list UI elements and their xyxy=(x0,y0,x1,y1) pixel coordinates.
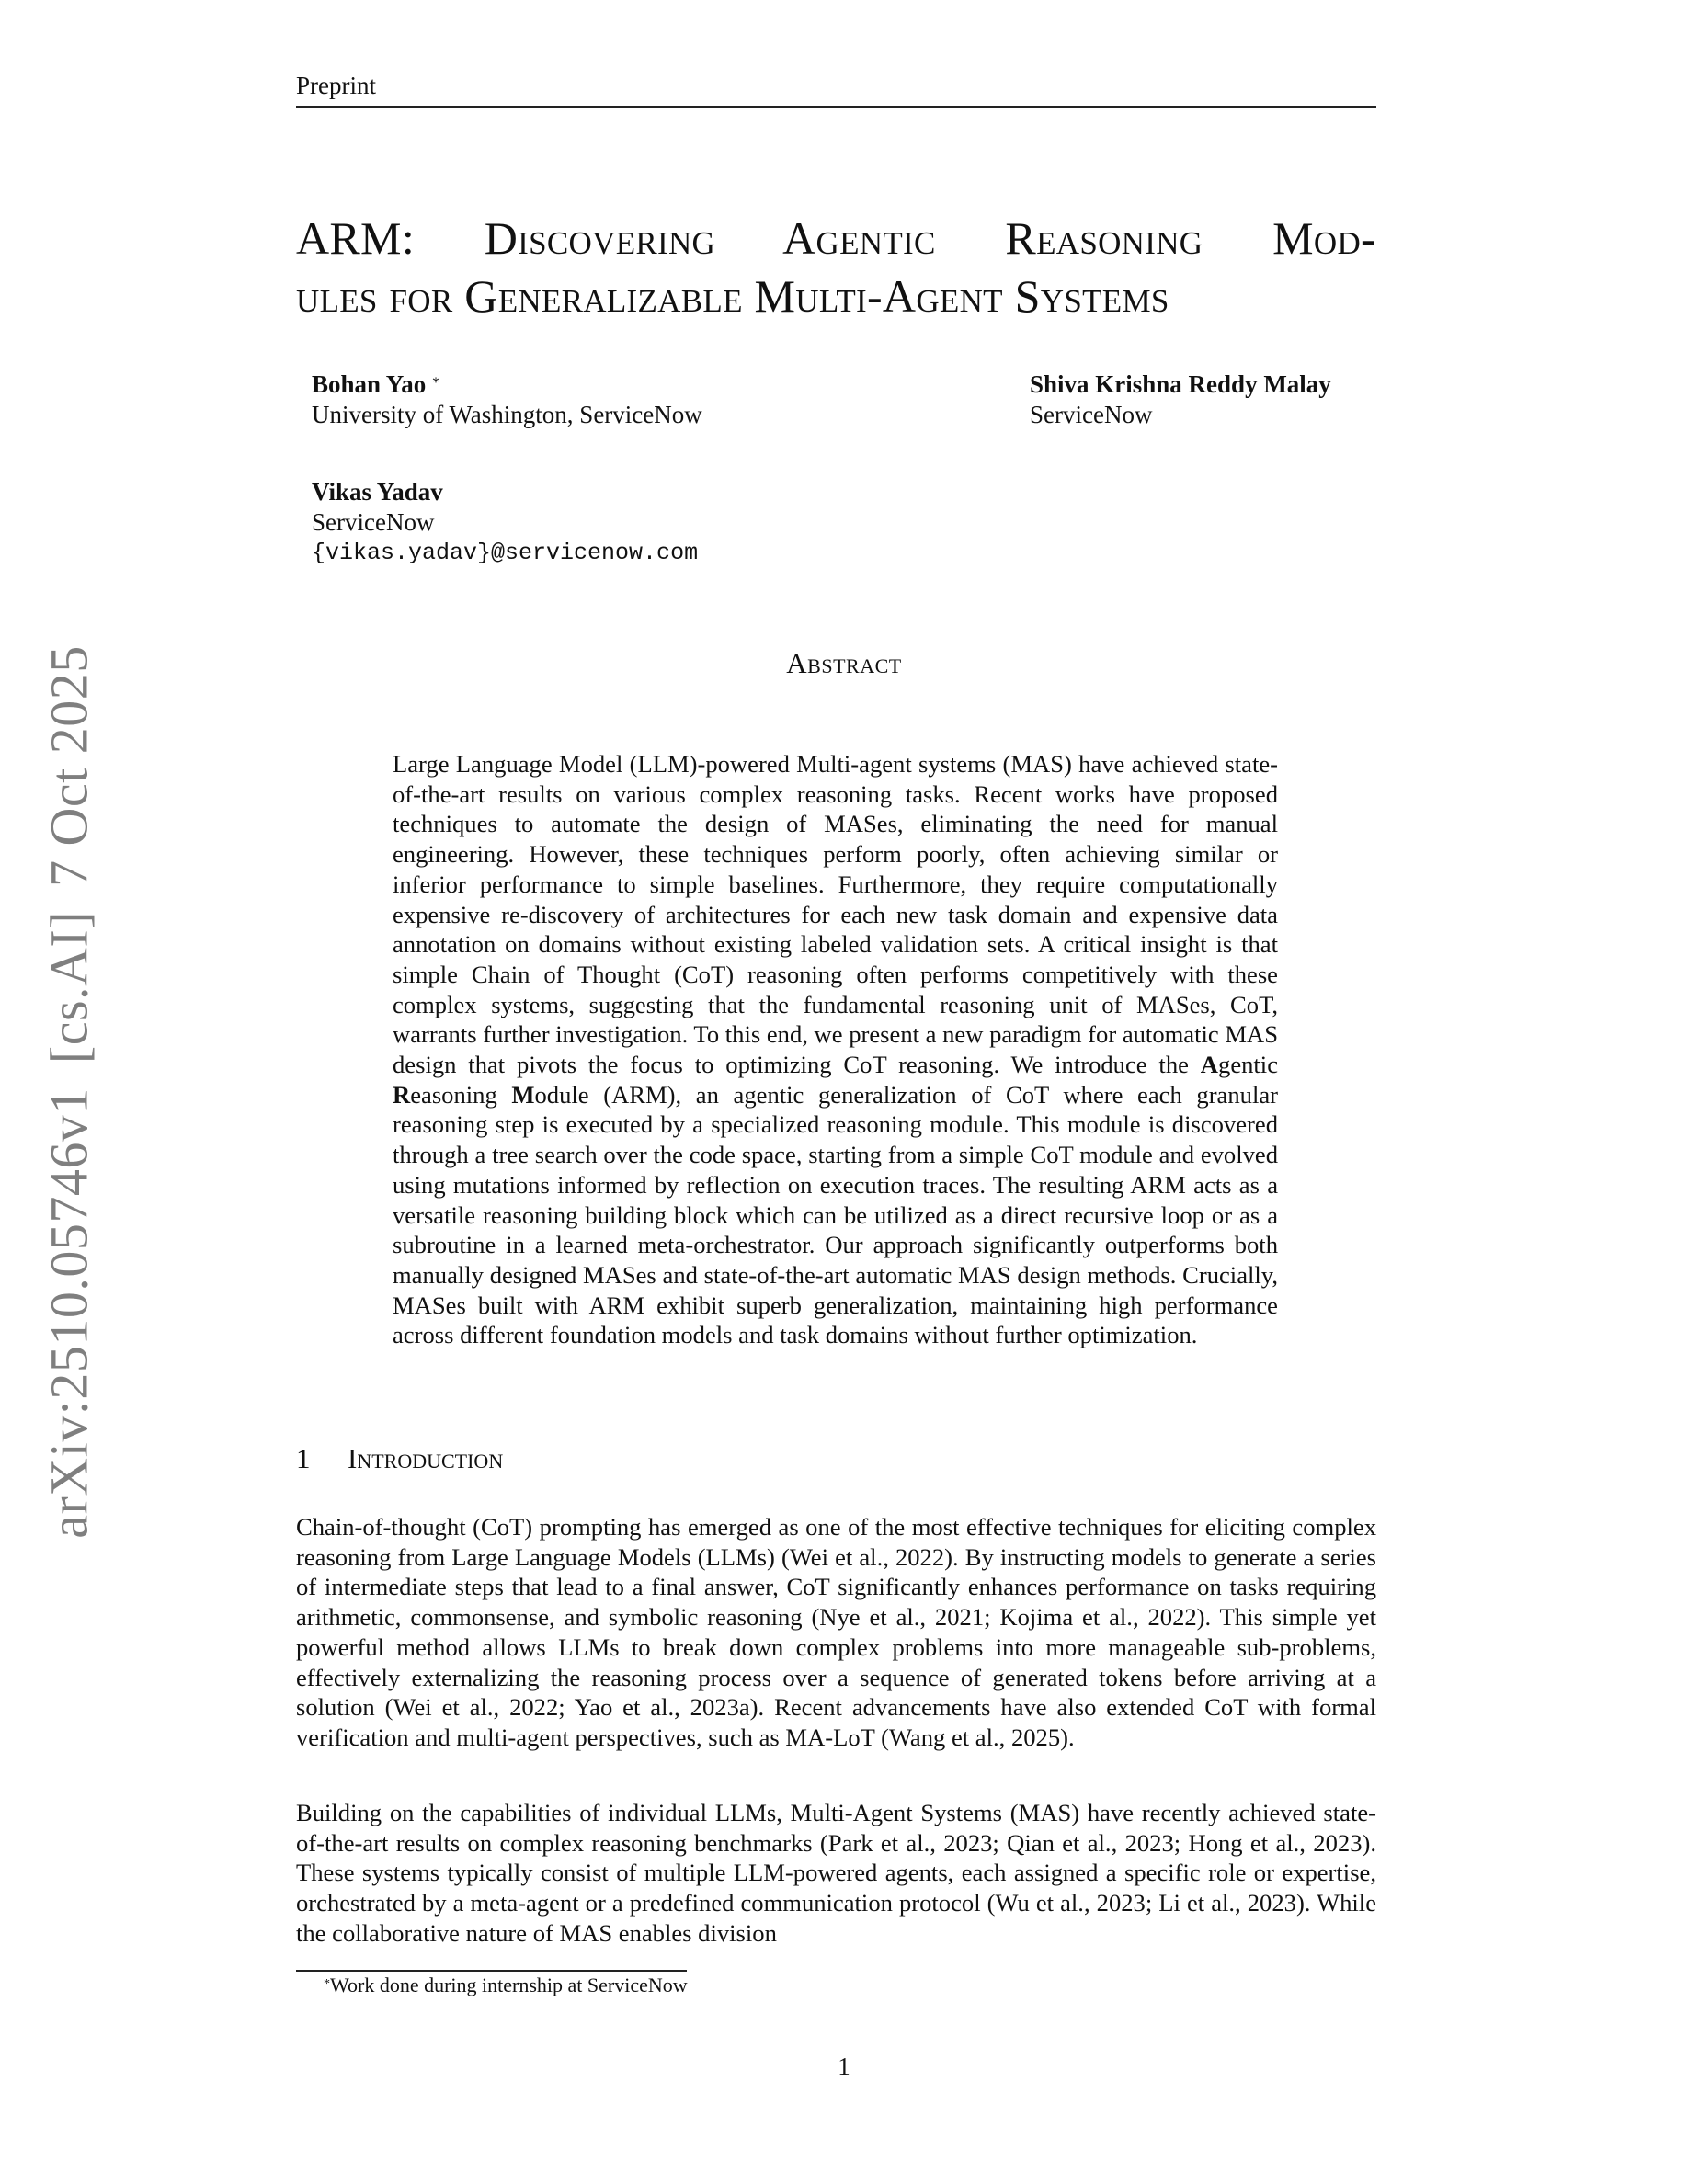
footnote xyxy=(324,1973,688,1998)
author-block-2 xyxy=(1030,370,1331,430)
header-rule xyxy=(296,106,1376,108)
title-line-1: ARM: Discovering Agentic Reasoning Mod- xyxy=(296,212,1376,264)
footnote-marker: * xyxy=(432,375,440,391)
page-number: 1 xyxy=(838,2053,850,2080)
paper-title xyxy=(296,210,1376,325)
running-header: Preprint xyxy=(296,72,376,99)
author-email[interactable]: {vikas.yadav}@servicenow.com xyxy=(312,540,699,566)
author-affiliation: ServiceNow xyxy=(312,508,435,536)
author-affiliation: University of Washington, ServiceNow xyxy=(312,401,702,428)
title-line-2: ules for Generalizable Multi-Agent Systems xyxy=(296,270,1169,322)
section-title: Introduction xyxy=(348,1442,504,1474)
section-number: 1 xyxy=(296,1442,311,1474)
footnote-text: Work done during internship at ServiceNow xyxy=(330,1974,688,1996)
author-block-3 xyxy=(312,477,698,568)
intro-paragraph-1: Chain-of-thought (CoT) prompting has emerged as one of the most effective techniques for eliciting complex reasoning from Large Language Models (LLMs) (Wei et al., 2022). By instructing models to generate a series of intermediate steps that lead to a final answer, CoT significantly enhances performance on tasks requiring arithmetic, commonsense, and symbolic reasoning (Nye et al., 2021; Kojima et al., 2022). This simple yet powerful method allows LLMs to break down complex problems into more manageable sub-problems, effectively externalizing the reasoning process over a sequence of generated tokens before arriving at a solution (Wei et al., 2022; Yao et al., 2023a). Recent advancements have also extended CoT with formal verification and multi-agent perspectives, such as MA-LoT (Wang et al., 2025). xyxy=(296,1513,1376,1751)
arxiv-category: [cs.AI] xyxy=(39,910,99,1064)
abstract-body: Large Language Model (LLM)-powered Multi-agent systems (MAS) have achieved state-of-the-art results on various complex reasoning tasks. Recent works have proposed techniques to automate the design of MASes, eliminating the need for manual engineering. However, these techniques perform poorly, often achieving similar or inferior performance to simple baselines. Furthermore, they require computationally expensive re-discovery of architectures for each new task domain and expensive data annotation on domains without existing labeled validation sets. A critical insight is that simple Chain of Thought (CoT) reasoning often performs competitively with these complex systems, suggesting that the fundamental reasoning unit of MASes, CoT, warrants further investigation. To this end, we present a new paradigm for automatic MAS design that pivots the focus to optimizing CoT reasoning. We introduce the Agentic Reasoning Module (ARM), an agentic generalization of CoT where each granular reasoning step is executed by a specialized reasoning module. This module is discovered through a tree search over the code space, starting from a simple CoT module and evolved using mutations informed by reflection on execution traces. The resulting ARM acts as a versatile reasoning building block which can be utilized as a direct recursive loop or as a subroutine in a learned meta-orchestrator. Our approach significantly outperforms both manually designed MASes and state-of-the-art automatic MAS design methods. Crucially, MASes built with ARM exhibit superb generalization, maintaining high performance across different foundation models and task domains without further optimization. xyxy=(393,750,1278,1349)
author-block-1 xyxy=(312,370,702,430)
author-affiliation: ServiceNow xyxy=(1030,401,1153,428)
author-name: Shiva Krishna Reddy Malay xyxy=(1030,370,1331,398)
arxiv-stamp xyxy=(39,621,100,1539)
author-name: Vikas Yadav xyxy=(312,478,443,506)
abstract-heading: Abstract xyxy=(786,647,902,679)
footnote-marker: * xyxy=(324,1977,330,1991)
author-name: Bohan Yao * xyxy=(312,370,440,398)
footnote-rule xyxy=(296,1970,687,1972)
section-heading-introduction xyxy=(296,1442,503,1475)
arxiv-date: 7 Oct 2025 xyxy=(39,645,99,887)
arxiv-id: arXiv:2510.05746v1 xyxy=(39,1087,99,1539)
intro-paragraph-2: Building on the capabilities of individual LLMs, Multi-Agent Systems (MAS) have recently achieved state-of-the-art results on complex reasoning benchmarks (Park et al., 2023; Qian et al., 2023; Hong et al., 2023). These systems typically consist of multiple LLM-powered agents, each assigned a specific role or expertise, orchestrated by a meta-agent or a predefined communication protocol (Wu et al., 2023; Li et al., 2023). While the collaborative nature of MAS enables division xyxy=(296,1799,1376,1947)
